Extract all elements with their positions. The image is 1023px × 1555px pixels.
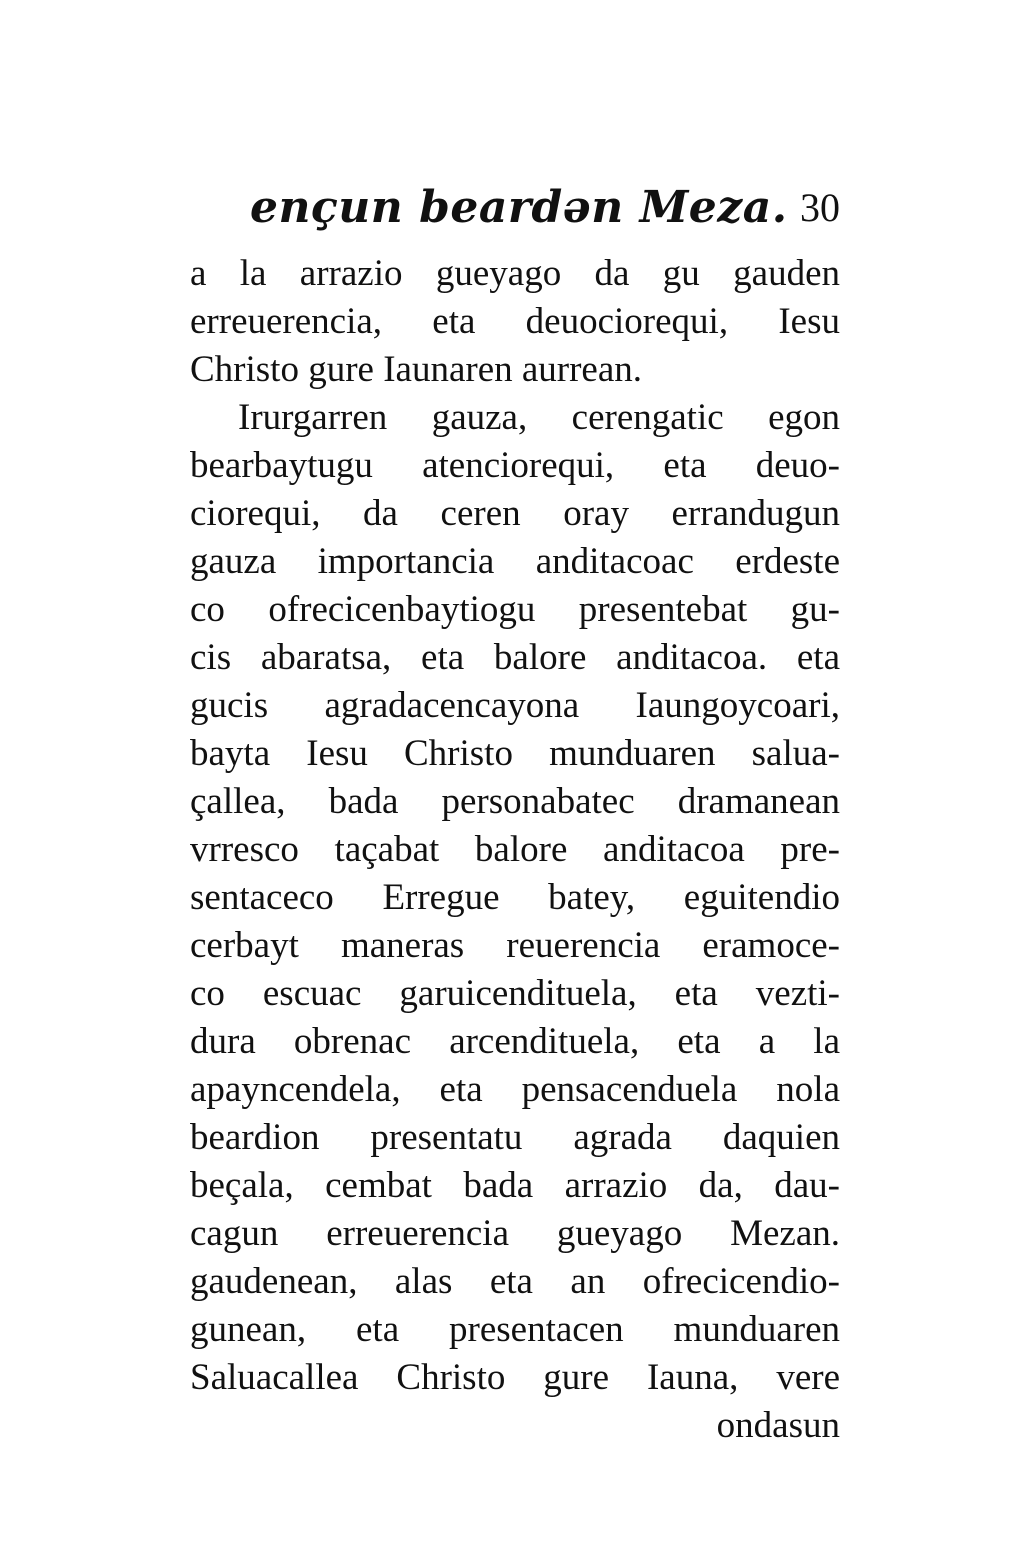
text-line: çallea, bada personabatec dramanean bbox=[190, 781, 840, 822]
text-line: Irurgarren gauza, cerengatic egon bbox=[238, 397, 840, 438]
text-line: cerbayt maneras reuerencia eramoce- bbox=[190, 925, 840, 966]
text-line: bayta Iesu Christo munduaren saluа- bbox=[190, 733, 840, 774]
text-line: cis abaratsa, eta balore anditacoa. eta bbox=[190, 637, 840, 678]
text-line: Christo gure Iaunaren aurrean. bbox=[190, 349, 643, 390]
text-line: erreuerencia, eta deuociorequi, Iesu bbox=[190, 301, 840, 342]
text-line: co ofrecicenbaytiogu presentebat gu- bbox=[190, 589, 840, 630]
text-line: beardion presentatu agrada daquien bbox=[190, 1117, 840, 1158]
text-line: ciorequi, da ceren oray errandugun bbox=[190, 493, 840, 534]
text-line: cagun erreuerencia gueyago Mezan. bbox=[190, 1213, 840, 1254]
text-line: gaudenean, alas eta an ofrecicendio- bbox=[190, 1261, 840, 1302]
running-title: ençun beardən Meza. bbox=[250, 182, 788, 233]
text-line: gucis agradacencayona Iaungoycoari, bbox=[190, 685, 840, 726]
text-line: dura obrenac arcendituela, eta a la bbox=[190, 1021, 840, 1062]
catchword: ondasun bbox=[716, 1405, 840, 1446]
text-line: vrresco taçabat balore anditacoa pre- bbox=[190, 829, 840, 870]
text-line: beçala, cembat bada arrazio da, dau- bbox=[190, 1165, 840, 1206]
text-line: sentaceco Erregue batey, eguitendio bbox=[190, 877, 840, 918]
running-head bbox=[250, 180, 840, 240]
page-number: 30 bbox=[800, 185, 840, 230]
text-line: Saluacallea Christo gure Iauna, vere bbox=[190, 1357, 840, 1398]
text-line: apayncendela, eta pensacenduela nola bbox=[190, 1069, 840, 1110]
body-text bbox=[190, 250, 840, 1450]
text-line: gunean, eta presentacen munduaren bbox=[190, 1309, 840, 1350]
text-line: a la arrazio gueyago da gu gauden bbox=[190, 253, 840, 294]
text-line: bearbaytugu atenciorequi, eta deuo- bbox=[190, 445, 840, 486]
text-line: gauza importancia anditacoac erdeste bbox=[190, 541, 840, 582]
text-line: co escuac garuicendituela, eta vezti- bbox=[190, 973, 840, 1014]
